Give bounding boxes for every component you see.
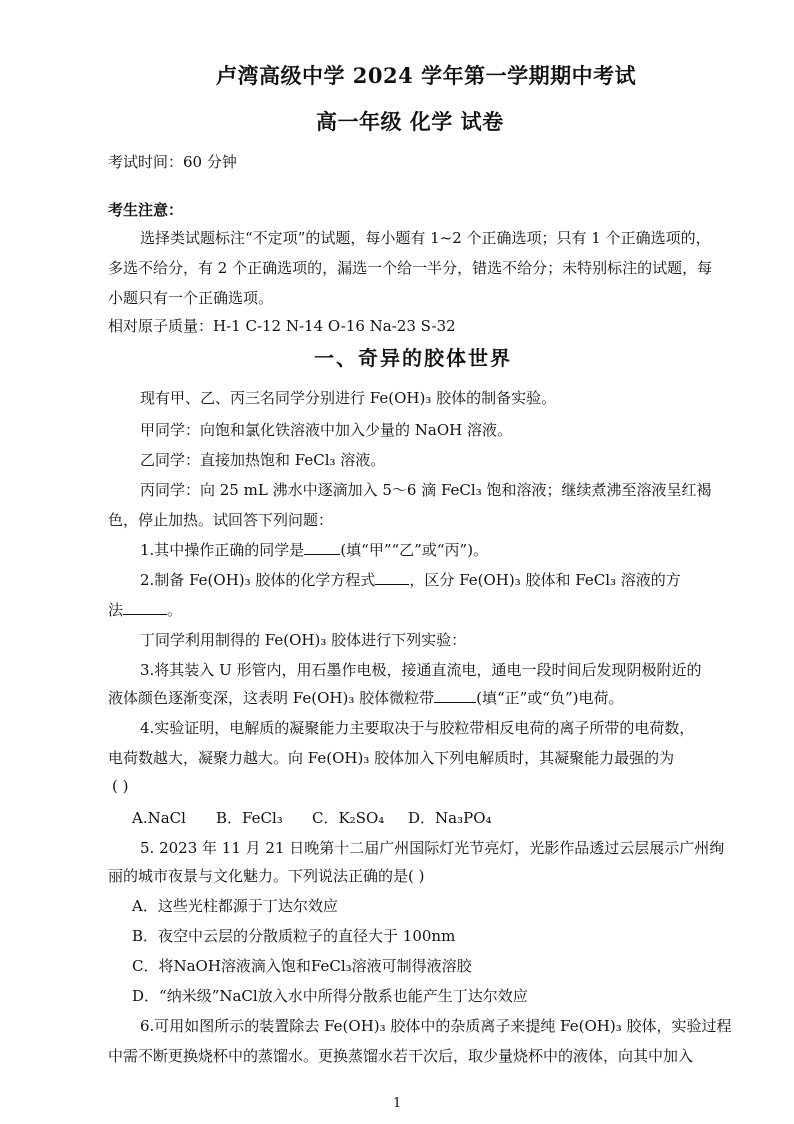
exam-subtitle: 高一年级 化学 试卷 [316,109,504,134]
option-c[interactable]: C．将NaOH溶液滴入饱和FeCl₃溶液可制得液溶胶 [132,957,472,975]
notice-heading: 考生注意： [108,201,184,219]
question-text: 2.制备 Fe(OH)₃ 胶体的化学方程式 [140,571,376,589]
option-b[interactable]: B．夜空中云层的分散质粒子的直径大于 100nm [132,927,456,945]
page-number: 1 [393,1096,402,1111]
question-2-cont [108,600,182,620]
question-text: 1.其中操作正确的同学是 [140,541,305,559]
option-d[interactable]: D．“纳米级”NaCl放入水中所得分散系也能产生丁达尔效应 [132,987,528,1005]
intro-text: 现有甲、乙、丙三名同学分别进行 Fe(OH)₃ 胶体的制备实验。 [140,389,557,407]
question-5: 5. 2023 年 11 月 21 日晚第十二届广州国际灯光节亮灯，光影作品透过云层展示广州绚 [140,839,725,857]
answer-blank[interactable] [375,570,409,585]
question-text: 液体颜色逐渐变深，这表明 Fe(OH)₃ 胶体微粒带 [108,689,435,707]
section-title: 一、奇异的胶体世界 [314,346,512,370]
notice-line: 多选不给分，有 2 个正确选项的，漏选一个给一半分，错选不给分；未特别标注的试题，每 [108,259,713,277]
option-a[interactable]: A.NaCl [132,809,186,827]
question-text: (填“甲”“乙”或“丙”)。 [340,541,489,559]
question-1 [140,540,488,560]
question-text: (填“正”或“负”)电荷。 [476,689,624,707]
answer-blank[interactable] [304,540,340,555]
student-yi-text: 乙同学：直接加热饱和 FeCl₃ 溶液。 [140,451,386,469]
question-text: 。 [167,601,183,619]
question-text: 法 [108,601,124,619]
answer-paren[interactable]: ( ) [112,777,129,795]
question-6-cont: 中需不断更换烧杯中的蒸馏水。更换蒸馏水若干次后，取少量烧杯中的液体，向其中加入 [108,1047,694,1065]
question-4: 4.实验证明，电解质的凝聚能力主要取决于与胶粒带相反电荷的离子所带的电荷数， [140,719,695,737]
question-text: ，区分 Fe(OH)₃ 胶体和 FeCl₃ 溶液的方 [409,571,681,589]
answer-blank[interactable] [123,600,167,615]
experiment-ding-text: 丁同学利用制得的 Fe(OH)₃ 胶体进行下列实验： [140,631,467,649]
question-2 [140,570,681,590]
option-a[interactable]: A．这些光柱都源于丁达尔效应 [132,897,338,915]
question-3-cont [108,688,624,708]
option-d[interactable]: D．Na₃PO₄ [408,809,492,827]
question-6: 6.可用如图所示的装置除去 Fe(OH)₃ 胶体中的杂质离子来提纯 Fe(OH)₃ 胶体，实验过程 [140,1017,732,1035]
option-c[interactable]: C．K₂SO₄ [312,809,385,827]
notice-line: 小题只有一个正确选项。 [108,289,274,307]
exam-title: 卢湾高级中学 2024 学年第一学期期中考试 [216,63,637,88]
student-bing-text: 丙同学：向 25 mL 沸水中逐滴加入 5～6 滴 FeCl₃ 饱和溶液；继续煮沸至溶液呈红褐 [140,481,712,499]
atomic-mass-list: 相对原子质量：H-1 C-12 N-14 O-16 Na-23 S-32 [108,317,456,335]
question-4-cont: 电荷数越大，凝聚力越大。向 Fe(OH)₃ 胶体加入下列电解质时，其凝聚能力最强的为 [108,749,675,767]
question-3: 3.将其装入 U 形管内，用石墨作电极，接通直流电，通电一段时间后发现阴极附近的 [140,661,702,679]
notice-line: 选择类试题标注“不定项”的试题，每小题有 1~2 个正确选项；只有 1 个正确选项的， [140,229,711,247]
exam-time: 考试时间：60 分钟 [108,153,237,171]
student-bing-text: 色，停止加热。试回答下列问题： [108,511,334,529]
student-jia-text: 甲同学：向饱和氯化铁溶液中加入少量的 NaOH 溶液。 [140,421,512,439]
question-5-cont: 丽的城市夜景与文化魅力。下列说法正确的是( ) [108,867,425,885]
option-b[interactable]: B．FeCl₃ [216,809,283,827]
answer-blank[interactable] [434,688,476,703]
